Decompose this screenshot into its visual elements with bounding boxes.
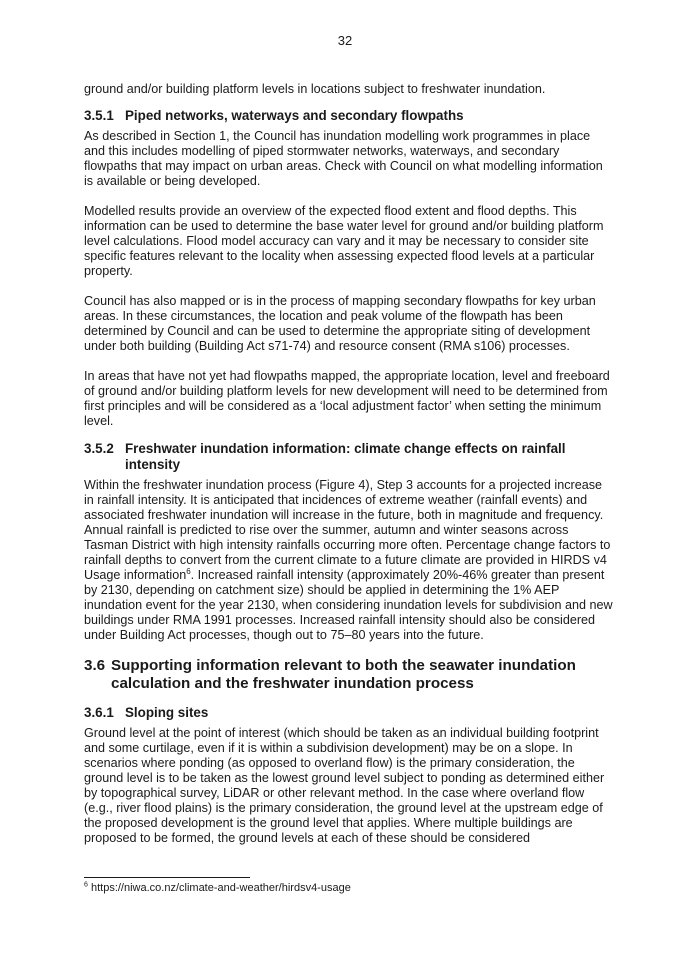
footnote-reference: 6 bbox=[186, 566, 191, 576]
footnote-marker: 6 bbox=[84, 881, 88, 889]
paragraph: Ground level at the point of interest (which should be taken as an individual building footprint and some curtilage, even if it is within a subdivision development) may be on a slope. In scenarios where ponding (as opposed to overland flow) is the primary consideration, the ground level is to be taken as the lowest ground level subject to ponding as determined either by topographical survey, LiDAR or other relevant method. In the case where overland flow (e.g., river flood plains) is the primary consideration, the ground level at the upstream edge of the proposed development is the ground level that applies. Where multiple buildings are proposed to be formed, the ground levels at each of these should be considered bbox=[84, 726, 605, 845]
section-number: 3.5.2 bbox=[84, 441, 114, 456]
paragraph: As described in Section 1, the Council has inundation modelling work programmes in place and this includes modelling of piped stormwater networks, waterways, and secondary flowpaths that may impact on urban areas. Check with Council on what modelling information is available or being developed. bbox=[84, 129, 603, 188]
heading-3-5-1 bbox=[84, 108, 614, 124]
page-content bbox=[84, 82, 614, 846]
section-title: Piped networks, waterways and secondary flowpaths bbox=[125, 108, 464, 123]
footnote bbox=[84, 882, 351, 895]
paragraph: Council has also mapped or is in the process of mapping secondary flowpaths for key urban areas. In these circumstances, the location and peak volume of the flowpath has been determined by Council and can be used to determine the appropriate siting of development under both building (Building Act s71-74) and resource consent (RMA s106) processes. bbox=[84, 294, 596, 353]
intro-paragraph: ground and/or building platform levels in locations subject to freshwater inundation. bbox=[84, 82, 546, 96]
paragraph-text: . Increased rainfall intensity (approximately 20%-46% greater than present by 2130, depending on catchment size) should be applied in determining the 1% AEP inundation event for the year 2130, when considering inundation levels for subdivision and new buildings under RMA 1991 processes. Increased rainfall intensity should also be considered under Building Act processes, though out to 75–80 years into the future. bbox=[84, 568, 613, 642]
heading-3-6 bbox=[84, 657, 614, 693]
section-title: Sloping sites bbox=[125, 705, 209, 720]
section-title: Supporting information relevant to both the seawater inundation calculation and the freshwater inundation process bbox=[111, 657, 576, 692]
paragraph bbox=[84, 478, 614, 643]
section-number: 3.5.1 bbox=[84, 108, 114, 123]
section-title: Freshwater inundation information: climate change effects on rainfall intensity bbox=[125, 441, 566, 472]
paragraph: In areas that have not yet had flowpaths mapped, the appropriate location, level and freeboard of ground and/or building platform levels for new development will need to be determined from first principles and will be considered as a ‘local adjustment factor’ when setting the minimum level. bbox=[84, 369, 610, 428]
section-number: 3.6 bbox=[84, 657, 106, 674]
section-number: 3.6.1 bbox=[84, 705, 114, 720]
paragraph-text: Within the freshwater inundation process (Figure 4), Step 3 accounts for a projected increase in rainfall intensity. It is anticipated that incidences of extreme weather (rainfall events) and associated freshwater inundation will increase in the future, both in magnitude and frequency. Annual rainfall is predicted to rise over the summer, autumn and winter seasons across Tasman District with high intensity rainfalls occurring more often. Percentage change factors to rainfall depths to convert from the current climate to a future climate are provided in HIRDS v4 Usage information bbox=[84, 478, 611, 582]
heading-3-5-2 bbox=[84, 441, 614, 473]
footnote-divider bbox=[84, 877, 250, 878]
page-number: 32 bbox=[337, 33, 353, 48]
paragraph: Modelled results provide an overview of the expected flood extent and flood depths. This information can be used to determine the base water level for ground and/or building platform level calculations. Flood model accuracy can vary and it may be necessary to consider site specific features relevant to the locality when assessing expected flood levels at a particular property. bbox=[84, 204, 604, 278]
heading-3-6-1 bbox=[84, 705, 614, 721]
footnote-link[interactable]: https://niwa.co.nz/climate-and-weather/hirdsv4-usage bbox=[90, 882, 351, 894]
